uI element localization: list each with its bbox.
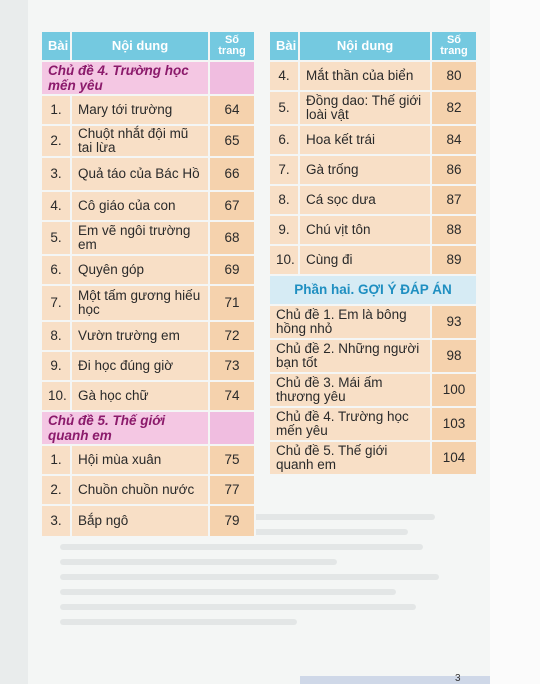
lesson-number: 3. <box>41 505 71 537</box>
lesson-number: 9. <box>41 351 71 381</box>
lesson-number: 3. <box>41 157 71 191</box>
answer-topic-title: Chủ đề 1. Em là bông hồng nhỏ <box>269 305 431 339</box>
lesson-page: 74 <box>209 381 255 411</box>
footer-bar <box>300 676 490 684</box>
lesson-number: 6. <box>41 255 71 285</box>
lesson-number: 7. <box>41 285 71 321</box>
lesson-number: 4. <box>269 61 299 91</box>
lesson-page: 65 <box>209 125 255 157</box>
lesson-page: 86 <box>431 155 477 185</box>
answer-topic-title: Chủ đề 3. Mái ấm thương yêu <box>269 373 431 407</box>
header-so-trang: Số trang <box>431 31 477 61</box>
lesson-number: 5. <box>269 91 299 125</box>
lesson-number: 10. <box>41 381 71 411</box>
toc-left-table <box>40 30 256 538</box>
lesson-title: Bắp ngô <box>71 505 209 537</box>
answer-topic-page: 93 <box>431 305 477 339</box>
lesson-number: 4. <box>41 191 71 221</box>
lesson-page: 73 <box>209 351 255 381</box>
answer-topic-page: 104 <box>431 441 477 475</box>
lesson-number: 5. <box>41 221 71 255</box>
lesson-page: 75 <box>209 445 255 475</box>
lesson-title: Gà học chữ <box>71 381 209 411</box>
lesson-page: 66 <box>209 157 255 191</box>
lesson-page: 67 <box>209 191 255 221</box>
lesson-page: 69 <box>209 255 255 285</box>
answer-topic-title: Chủ đề 5. Thế giới quanh em <box>269 441 431 475</box>
lesson-title: Đi học đúng giờ <box>71 351 209 381</box>
lesson-number: 8. <box>41 321 71 351</box>
lesson-page: 64 <box>209 95 255 125</box>
topic-5-pad <box>209 411 255 445</box>
lesson-number: 10. <box>269 245 299 275</box>
lesson-page: 68 <box>209 221 255 255</box>
lesson-number: 2. <box>41 475 71 505</box>
lesson-page: 88 <box>431 215 477 245</box>
lesson-number: 9. <box>269 215 299 245</box>
lesson-page: 82 <box>431 91 477 125</box>
lesson-title: Đồng dao: Thế giới loài vật <box>299 91 431 125</box>
header-so-trang: Số trang <box>209 31 255 61</box>
answer-topic-page: 98 <box>431 339 477 373</box>
topic-4-pad <box>209 61 255 95</box>
lesson-title: Cùng đi <box>299 245 431 275</box>
page-number: 3 <box>455 673 461 684</box>
lesson-title: Quả táo của Bác Hồ <box>71 157 209 191</box>
answer-topic-page: 103 <box>431 407 477 441</box>
lesson-title: Hội mùa xuân <box>71 445 209 475</box>
lesson-title: Gà trống <box>299 155 431 185</box>
header-bai: Bài <box>41 31 71 61</box>
lesson-title: Một tấm gương hiếu học <box>71 285 209 321</box>
lesson-title: Cô giáo của con <box>71 191 209 221</box>
header-noi-dung: Nội dung <box>299 31 431 61</box>
topic-5-heading: Chủ đề 5. Thế giới quanh em <box>41 411 209 445</box>
lesson-page: 89 <box>431 245 477 275</box>
topic-4-heading: Chủ đề 4. Trường học mến yêu <box>41 61 209 95</box>
lesson-number: 1. <box>41 445 71 475</box>
lesson-title: Em vẽ ngôi trường em <box>71 221 209 255</box>
lesson-number: 1. <box>41 95 71 125</box>
lesson-title: Chuột nhắt đội mũ tai lừa <box>71 125 209 157</box>
lesson-title: Mary tới trường <box>71 95 209 125</box>
lesson-title: Chuồn chuồn nước <box>71 475 209 505</box>
lesson-title: Cá sọc dưa <box>299 185 431 215</box>
header-bai: Bài <box>269 31 299 61</box>
lesson-title: Quyên góp <box>71 255 209 285</box>
lesson-page: 77 <box>209 475 255 505</box>
lesson-page: 71 <box>209 285 255 321</box>
toc-right-table <box>268 30 478 476</box>
lesson-number: 6. <box>269 125 299 155</box>
lesson-number: 7. <box>269 155 299 185</box>
page-edge <box>490 0 540 684</box>
part-two-heading: Phần hai. GỢI Ý ĐÁP ÁN <box>269 275 477 305</box>
lesson-page: 80 <box>431 61 477 91</box>
answer-topic-title: Chủ đề 4. Trường học mến yêu <box>269 407 431 441</box>
lesson-title: Vườn trường em <box>71 321 209 351</box>
lesson-number: 2. <box>41 125 71 157</box>
header-noi-dung: Nội dung <box>71 31 209 61</box>
lesson-page: 79 <box>209 505 255 537</box>
lesson-page: 87 <box>431 185 477 215</box>
answer-topic-title: Chủ đề 2. Những người bạn tốt <box>269 339 431 373</box>
lesson-title: Hoa kết trái <box>299 125 431 155</box>
answer-topic-page: 100 <box>431 373 477 407</box>
lesson-title: Chú vịt tôn <box>299 215 431 245</box>
lesson-title: Mắt thần của biển <box>299 61 431 91</box>
lesson-page: 84 <box>431 125 477 155</box>
lesson-page: 72 <box>209 321 255 351</box>
lesson-number: 8. <box>269 185 299 215</box>
